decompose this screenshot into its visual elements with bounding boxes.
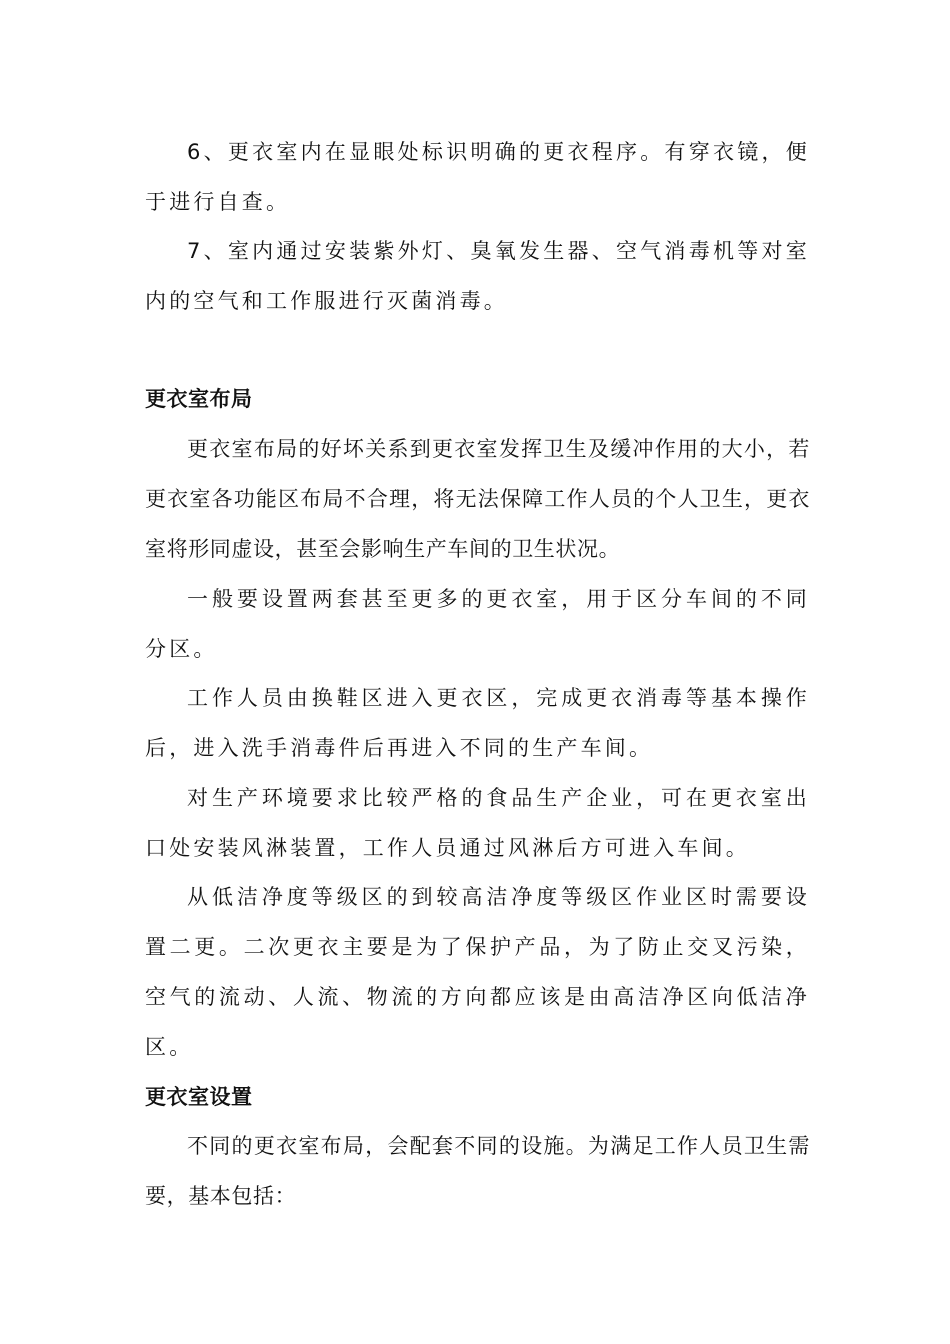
item-7 — [145, 226, 810, 326]
paragraph-text: 一般要设置两套甚至更多的更衣室，用于区分车间的不同分区。 — [145, 587, 810, 661]
paragraph-text: 不同的更衣室布局，会配套不同的设施。为满足工作人员卫生需要，基本包括： — [145, 1134, 810, 1208]
layout-paragraph-1 — [145, 424, 810, 574]
item-6 — [145, 127, 810, 227]
setup-heading-block — [145, 1072, 810, 1122]
layout-paragraph-2 — [145, 574, 810, 674]
layout-paragraph-3 — [145, 673, 810, 773]
item-7-text: 7、室内通过安装紫外灯、臭氧发生器、空气消毒机等对室内的空气和工作服进行灭菌消毒。 — [145, 239, 810, 313]
paragraph-text: 从低洁净度等级区的到较高洁净度等级区作业区时需要设置二更。二次更衣主要是为了保护产品，为了防止交叉污染，空气的流动、人流、物流的方向都应该是由高洁净区向低洁净区。 — [145, 885, 810, 1059]
setup-paragraph-1 — [145, 1121, 810, 1221]
paragraph-text: 工作人员由换鞋区进入更衣区，完成更衣消毒等基本操作后，进入洗手消毒件后再进入不同的生产车间。 — [145, 686, 810, 760]
item-6-text: 6、更衣室内在显眼处标识明确的更衣程序。有穿衣镜，便于进行自查。 — [145, 140, 810, 214]
layout-paragraph-4 — [145, 773, 810, 873]
paragraph-text: 更衣室布局的好坏关系到更衣室发挥卫生及缓冲作用的大小，若更衣室各功能区布局不合理，将无法保障工作人员的个人卫生，更衣室将形同虚设，甚至会影响生产车间的卫生状况。 — [145, 437, 810, 561]
section-heading-setup: 更衣室设置 — [145, 1085, 253, 1109]
section-heading-layout: 更衣室布局 — [145, 387, 253, 411]
layout-paragraph-5 — [145, 872, 810, 1072]
layout-heading-block — [145, 374, 810, 424]
paragraph-text: 对生产环境要求比较严格的食品生产企业，可在更衣室出口处安装风淋装置，工作人员通过风淋后方可进入车间。 — [145, 786, 810, 860]
